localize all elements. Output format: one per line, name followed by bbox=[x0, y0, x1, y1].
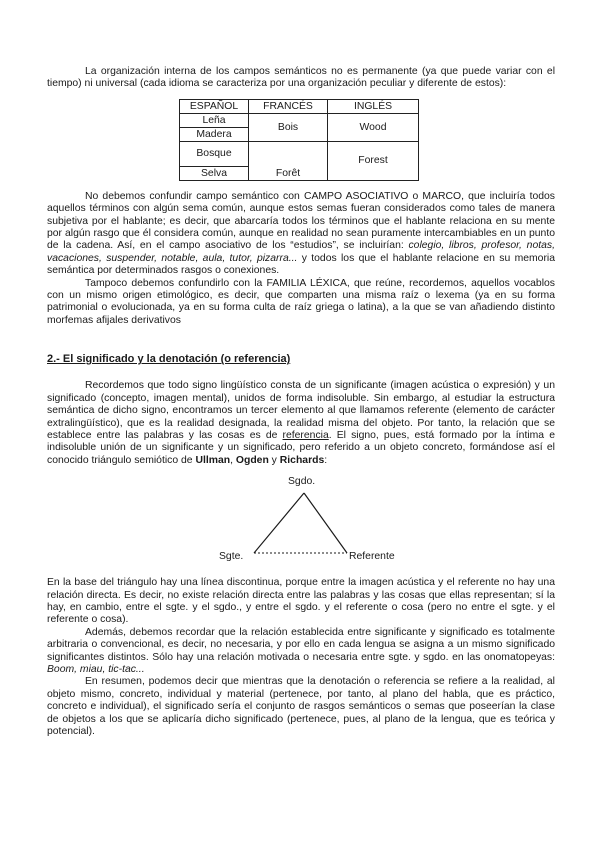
triangle-label-referente: Referente bbox=[349, 551, 395, 563]
lexical-field-table bbox=[179, 99, 419, 181]
header-spanish: ESPAÑOL bbox=[180, 99, 249, 113]
summary-paragraph: En resumen, podemos decir que mientras que la denotación o referencia se refiere a la realidad, al objeto mismo, concreto, individual y material (pertenece, por tanto, al plano del habla, que es práctico, concreto e individual), el significado sería el conjunto de rasgos semánticos o semas que poseerían la clase de objetos a los que se aplicaría dicho significado (pertenece, pues, al plano de la lengua, que es teórica y potencial). bbox=[47, 676, 555, 737]
intro-paragraph: La organización interna de los campos semánticos no es permanente (ya que puede variar con el tiempo) ni universal (cada idioma se caracteriza por una organización peculiar y diferente de estos): bbox=[47, 66, 555, 90]
associative-text: No debemos confundir campo semántico con CAMPO ASOCIATIVO o MARCO, que incluiría todos aquellos términos con algún sema común, aunque estos semas fueran considerados como tales de manera subjetiva por el hablante; es decir, que abarcaría todos los términos que el hablante relaciona en su mente por algún rasgo que él considera común, aunque en realidad no sean puramente intercambiables en un punto de la cadena. Así, en el campo asociativo de los “estudios”, se incluirían: bbox=[47, 190, 555, 252]
cell-madera: Madera bbox=[180, 127, 249, 141]
associative-examples: colegio, libros, profesor, notas, vacaciones, suspender, notable, aula, tutor, pizarra... bbox=[47, 240, 555, 264]
lexical-family-paragraph: Tampoco debemos confundirlo con la FAMILIA LÉXICA, que reúne, recordemos, aquellos vocablos con un mismo origen etimológico, es decir, que comparten una misma raíz o lexema (ya en su forma patrimonial o evolucionada, ya en su forma culta de raíz griega o latina), a la que se van añadiendo distinto morfemas afijales derivativos bbox=[47, 277, 555, 326]
author-separator: y bbox=[268, 454, 280, 466]
author-separator: , bbox=[230, 454, 236, 466]
sign-paragraph bbox=[47, 380, 555, 467]
arbitrary-text: Además, debemos recordar que la relación establecida entre significante y significado es totalmente arbitraria o convencional, es decir, no necesaria, y por ello en cada lengua se asigna a un mismo significado significantes distintos. Sólo hay una relación motivada o necesaria entre sgte. y sgdo. en las onomatopeyas: bbox=[47, 626, 555, 663]
table-row bbox=[180, 113, 419, 127]
arbitrary-paragraph bbox=[47, 627, 555, 677]
document-page bbox=[47, 66, 555, 738]
cell-forest: Forest bbox=[328, 141, 419, 180]
triangle-right-side bbox=[304, 493, 347, 553]
sign-text-1: Recordemos que todo signo lingüístico consta de un significante (imagen acústica o expresión) y un significado (concepto, imagen mental), unidos de forma indisoluble. Sin embargo, al estudiar la estructura semántica de dicho signo, encontramos un tercer elemento al que llamamos referente (elemento de carácter extralingüístico), que es la realidad designada, la realidad misma del objeto. Por tanto, la relación que se establece entre las palabras y las cosas es de bbox=[47, 380, 555, 441]
header-french: FRANCÉS bbox=[249, 99, 328, 113]
cell-lena: Leña bbox=[180, 113, 249, 127]
sign-text-end: : bbox=[324, 454, 328, 466]
triangle-base-paragraph: En la base del triángulo hay una línea discontinua, porque entre la imagen acústica y el referente no hay una relación directa. Es decir, no existe relación directa entre las palabras y las cosas que ellas representan; sí la hay, en cambio, entre el sgte. y el sgdo., y entre el sgdo. y el referente o cosa (pero no entre el sgte. y el referente o cosa). bbox=[47, 577, 555, 626]
triangle-label-sgte: Sgte. bbox=[219, 551, 244, 563]
triangle-left-side bbox=[254, 493, 304, 553]
cell-selva: Selva bbox=[180, 166, 249, 180]
cell-bosque: Bosque bbox=[180, 141, 249, 166]
cell-wood: Wood bbox=[328, 113, 419, 141]
sign-underlined-term: referencia bbox=[282, 429, 329, 441]
semiotic-triangle bbox=[47, 473, 555, 571]
associative-field-paragraph bbox=[47, 191, 555, 278]
cell-bois: Bois bbox=[249, 113, 328, 141]
associative-end: y todos los que el hablante relacione en su memoria semántica por determinados rasgos o conexiones. bbox=[47, 252, 555, 277]
author-ullman: Ullman bbox=[195, 454, 231, 466]
header-english: INGLÉS bbox=[328, 99, 419, 113]
cell-foret: Forêt bbox=[249, 141, 328, 180]
author-richards: Richards bbox=[279, 454, 325, 466]
triangle-label-sgdo: Sgdo. bbox=[288, 476, 316, 488]
section-heading: 2.- El significado y la denotación (o referencia) bbox=[47, 353, 291, 366]
author-ogden: Ogden bbox=[235, 454, 269, 466]
sign-text-2: . El signo, pues, está formado por la íntima e indisoluble unión de un significante y un significado, pero referido a un objeto concreto, formándose así el conocido triángulo semiótico de bbox=[47, 429, 555, 466]
onomatopoeia-examples: Boom, miau, tic-tac... bbox=[47, 663, 145, 675]
table-header-row bbox=[180, 99, 419, 113]
